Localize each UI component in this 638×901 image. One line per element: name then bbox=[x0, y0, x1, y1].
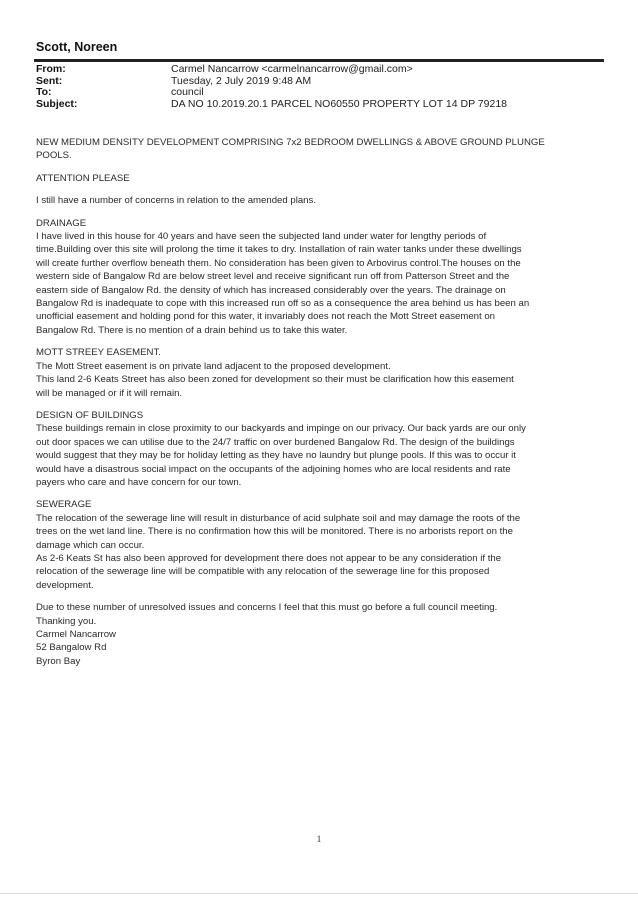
email-body bbox=[36, 136, 596, 677]
title-paragraph bbox=[36, 136, 596, 163]
from-value: Carmel Nancarrow <carmelnancarrow@gmail.com> bbox=[171, 63, 413, 75]
address-line: 52 Bangalow Rd bbox=[36, 642, 107, 654]
sent-label: Sent: bbox=[36, 74, 63, 87]
email-header-fields bbox=[36, 64, 507, 110]
sent-row bbox=[36, 76, 507, 88]
body-line: trees on the wet land line. There is no confirmation how this will be monitored. There is no arborists report on the bbox=[36, 526, 513, 538]
sender-name-heading: Scott, Noreen bbox=[36, 40, 118, 54]
body-line: I have lived in this house for 40 years and have seen the subjected land under water for lengthy periods of bbox=[36, 231, 487, 243]
body-line: out door spaces we can utilise due to the 24/7 traffic on over burdened Bangalow Rd. The design of the buildings bbox=[36, 436, 515, 448]
drainage-section bbox=[36, 217, 596, 338]
body-line: would suggest that they may be for holiday letting as they have no laundry but plunge pools. If this was to occur it bbox=[36, 450, 516, 462]
design-heading: DESIGN OF BUILDINGS bbox=[36, 409, 144, 421]
signature-name: Carmel Nancarrow bbox=[36, 629, 116, 640]
subject-label: Subject: bbox=[36, 97, 78, 110]
from-row bbox=[36, 64, 507, 76]
body-line: damage which can occur. bbox=[36, 539, 145, 551]
body-line: The relocation of the sewerage line will result in disturbance of acid sulphate soil and may damage the roots of the bbox=[36, 512, 521, 524]
attention-text: ATTENTION PLEASE bbox=[36, 172, 130, 184]
mott-section bbox=[36, 346, 596, 400]
body-line: western side of Bangalow Rd are below street level and receive significant run off from Patterson Street and the bbox=[36, 271, 510, 283]
page-number: 1 bbox=[316, 835, 322, 845]
sent-value: Tuesday, 2 July 2019 9:48 AM bbox=[171, 74, 312, 87]
body-line: The Mott Street easement is on private land adjacent to the proposed development. bbox=[36, 360, 391, 372]
to-value: council bbox=[171, 86, 204, 99]
sewerage-heading: SEWERAGE bbox=[36, 499, 92, 511]
drainage-heading: DRAINAGE bbox=[36, 217, 87, 229]
sewerage-section bbox=[36, 498, 596, 592]
header-divider bbox=[34, 59, 604, 62]
body-line: development. bbox=[36, 579, 94, 591]
attention-paragraph bbox=[36, 172, 596, 185]
body-line: would have a disastrous social impact on the occupants of the adjoining homes who are local residents and rate bbox=[36, 463, 511, 475]
closing-line: Thanking you. bbox=[36, 615, 97, 627]
closing-section bbox=[36, 601, 596, 668]
body-line: Bangalow Rd is inadequate to cope with this increased run off so as a consequence the area behind us has been an bbox=[36, 298, 530, 310]
body-line: NEW MEDIUM DENSITY DEVELOPMENT COMPRISING 7x2 BEDROOM DWELLINGS & ABOVE GROUND PLUNGE bbox=[36, 137, 545, 148]
body-line: time.Building over this site will prolong the time it takes to dry. Installation of rain water tanks under these dwellings bbox=[36, 244, 522, 256]
page-bottom-edge bbox=[0, 893, 638, 894]
from-label: From: bbox=[36, 63, 66, 75]
mott-heading: MOTT STREEY EASEMENT. bbox=[36, 347, 161, 359]
body-line: unofficial easement and holding pond for this water, it invariably does not reach the Mott Street easement on bbox=[36, 311, 496, 323]
body-line: eastern side of Bangalow Rd. the density of which has increased considerably over the years. The drainage on bbox=[36, 284, 506, 296]
design-section bbox=[36, 409, 596, 489]
body-line: POOLS. bbox=[36, 150, 72, 162]
address-line: Byron Bay bbox=[36, 655, 81, 667]
intro-paragraph bbox=[36, 194, 596, 207]
body-line: As 2-6 Keats St has also been approved for development there does not appear to be any consideration if the bbox=[36, 552, 502, 564]
body-line: Bangalow Rd. There is no mention of a drain behind us to take this water. bbox=[36, 324, 348, 336]
body-line: These buildings remain in close proximity to our backyards and impinge on our privacy. Our back yards are our only bbox=[36, 423, 526, 435]
to-label: To: bbox=[36, 86, 52, 99]
intro-text: I still have a number of concerns in relation to the amended plans. bbox=[36, 195, 316, 207]
body-line: This land 2-6 Keats Street has also been zoned for development so their must be clarification how this easement bbox=[36, 374, 514, 386]
subject-row bbox=[36, 99, 507, 111]
subject-value: DA NO 10.2019.20.1 PARCEL NO60550 PROPERTY LOT 14 DP 79218 bbox=[171, 97, 507, 110]
closing-line: Due to these number of unresolved issues and concerns I feel that this must go before a full council meeting. bbox=[36, 602, 498, 614]
body-line: will be managed or if it will remain. bbox=[36, 387, 183, 399]
body-line: payers who care and have concern for our town. bbox=[36, 476, 242, 488]
body-line: will create further overflow beneath them. No consideration has been given to Arbovirus control.The houses on the bbox=[36, 257, 521, 269]
body-line: relocation of the sewerage line will be compatible with any relocation of the sewerage line for this proposed bbox=[36, 566, 490, 578]
